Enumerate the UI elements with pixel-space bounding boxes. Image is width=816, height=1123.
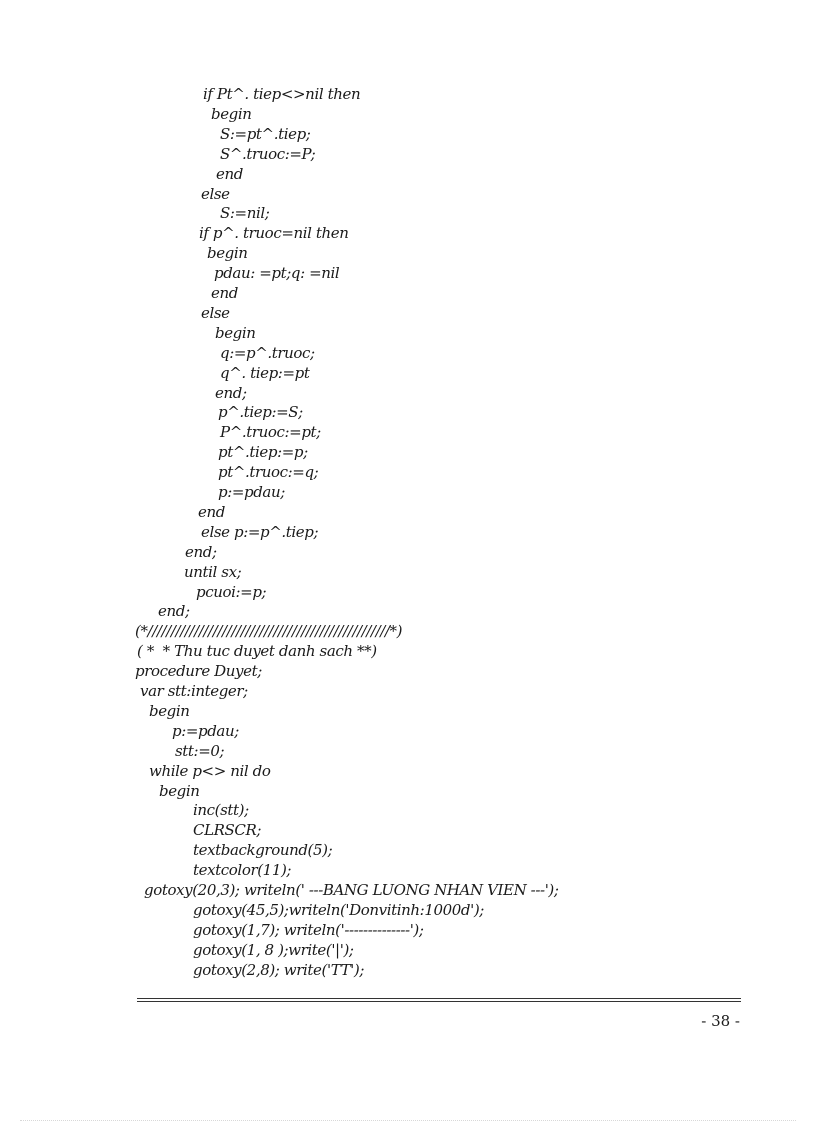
code-line: pdau: =pt;q: =nil — [214, 264, 340, 283]
code-line: else p:=p^.tiep; — [201, 522, 319, 541]
code-line: p:=pdau; — [172, 721, 239, 740]
code-line: else — [201, 184, 230, 203]
code-line: begin — [215, 323, 256, 342]
page-number: - 38 - — [701, 1012, 740, 1030]
code-line: if Pt^. tiep<>nil then — [203, 85, 361, 103]
code-line: var stt:integer; — [140, 682, 248, 700]
code-line: while p<> nil do — [149, 761, 271, 780]
code-line: begin — [211, 104, 252, 123]
code-line: S:=nil; — [220, 204, 270, 223]
code-line: stt:=0; — [175, 741, 225, 760]
code-line: end; — [215, 383, 247, 402]
code-line: procedure Duyet; — [135, 662, 262, 681]
code-line: p:=pdau; — [218, 483, 285, 501]
code-line: until sx; — [184, 562, 242, 581]
code-line: textbackground(5); — [193, 841, 333, 860]
code-line: inc(stt); — [193, 801, 249, 820]
code-line: if p^. truoc=nil then — [199, 224, 349, 243]
code-line: gotoxy(2,8); write('TT'); — [193, 960, 365, 979]
footer-rule-bottom — [137, 1001, 741, 1002]
code-line: end; — [158, 602, 190, 621]
code-line: gotoxy(20,3); writeln(' ---BANG LUONG NHAN VIEN ---'); — [144, 881, 559, 899]
code-line: end — [198, 502, 225, 521]
code-line: pt^.tiep:=p; — [218, 443, 308, 462]
code-line: q:=p^.truoc; — [220, 343, 315, 362]
code-line: CLRSCR; — [193, 821, 262, 840]
code-line: begin — [159, 781, 200, 800]
code-line: gotoxy(1, 8 );write('|'); — [193, 940, 354, 959]
code-line: begin — [207, 244, 248, 263]
code-line: (*////////////////////////////////////////////////////*) — [135, 622, 403, 641]
page-edge-divider — [20, 1120, 796, 1121]
footer-rule-top — [137, 998, 741, 999]
code-line: pcuoi:=p; — [196, 582, 267, 601]
code-line: P^.truoc:=pt; — [220, 423, 321, 442]
code-line: q^. tiep:=pt — [220, 363, 310, 382]
code-line: S^.truoc:=P; — [220, 144, 316, 163]
code-line: else — [201, 303, 230, 322]
code-line: S:=pt^.tiep; — [220, 124, 311, 143]
code-line: end; — [185, 542, 217, 561]
code-line: p^.tiep:=S; — [218, 403, 303, 422]
code-line: pt^.truoc:=q; — [218, 463, 319, 482]
code-line: gotoxy(1,7); writeln('--------------'); — [193, 920, 424, 939]
code-line: gotoxy(45,5);writeln('Donvitinh:1000d'); — [193, 900, 484, 919]
code-line: end — [216, 164, 243, 183]
code-line: ( * * Thu tuc duyet danh sach **) — [137, 642, 377, 661]
code-line: end — [211, 284, 238, 302]
code-line: begin — [149, 701, 190, 720]
code-line: textcolor(11); — [193, 861, 292, 880]
